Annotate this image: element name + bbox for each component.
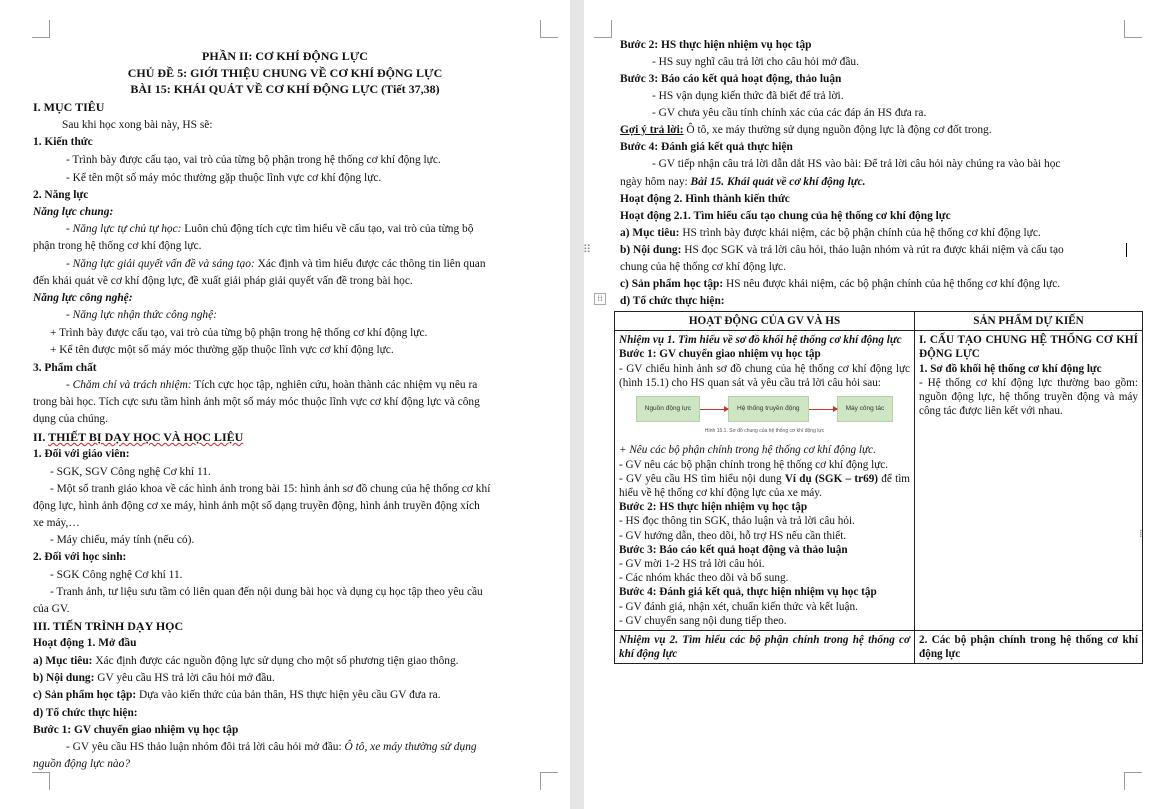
table-header-row	[615, 312, 1143, 331]
text-cursor	[1126, 243, 1127, 257]
bullet-line: - HS vận dụng kiến thức đã biết để trả lời.	[652, 90, 844, 102]
paragraph-line: đến khái quát về cơ khí động lực, đề xuất giải pháp giải quyết vấn đề trong bài học.	[33, 275, 413, 287]
label: Năng lực chung:	[33, 206, 114, 218]
section-heading: II. THIẾT BỊ DẠY HỌC VÀ HỌC LIỆU	[33, 430, 244, 444]
paragraph-line: xe máy,…	[33, 517, 80, 529]
paragraph-line: nguồn động lực nào?	[33, 758, 131, 770]
paragraph-line: c) Sản phẩm học tập: Dựa vào kiến thức của bản thân, HS thực hiện yêu cầu GV đưa ra.	[33, 689, 441, 701]
step-heading: Bước 4: Đánh giá kết quả thực hiện	[620, 141, 793, 153]
step-heading: Bước 4: Đánh giá kết quả, thực hiện nhiệm vụ học tập	[619, 586, 877, 599]
table-header-cell: HOẠT ĐỘNG CỦA GV VÀ HS	[615, 312, 915, 331]
crop-mark-top-left	[32, 20, 50, 38]
product-subheading: 1. Sơ đồ khối hệ thống cơ khí động lực	[919, 362, 1102, 375]
step-heading: Bước 2: HS thực hiện nhiệm vụ học tập	[620, 39, 812, 51]
diagram-box: Máy công tác	[837, 396, 894, 422]
bullet-line: - SGK Công nghệ Cơ khí 11.	[50, 569, 183, 581]
cell-text: - GV đánh giá, nhận xét, chuẩn kiến thức và kết luận.	[619, 600, 858, 613]
paragraph-line: b) Nội dung: GV yêu cầu HS trả lời câu hỏi mở đầu.	[33, 672, 275, 684]
task-heading: Nhiệm vụ 2. Tìm hiểu các bộ phận chính trong hệ thống cơ khí động lực	[619, 634, 910, 661]
step-heading: Bước 2: HS thực hiện nhiệm vụ học tập	[619, 501, 808, 514]
cell-text: - GV chuyển sang nội dung tiếp theo.	[619, 614, 787, 627]
paragraph-line: - Một số tranh giáo khoa về các hình ảnh trong bài 15: hình ảnh sơ đồ chung của hệ thống cơ khí	[50, 483, 491, 495]
paragraph-line: c) Sản phẩm học tập: HS nêu được khái niệm, các bộ phận chính của hệ thống cơ khí động lực.	[620, 278, 1061, 290]
product-subheading: 2. Các bộ phận chính trong hệ thống cơ khí động lực	[919, 634, 1138, 661]
table-cell	[615, 331, 915, 631]
table-cell	[615, 631, 915, 664]
lesson-title: BÀI 15: KHÁI QUÁT VỀ CƠ KHÍ ĐỘNG LỰC (Tiết 37,38)	[130, 82, 440, 96]
subheading: 2. Năng lực	[33, 189, 89, 201]
subheading: 2. Đối với học sinh:	[33, 551, 127, 563]
bullet-line: - Kể tên một số máy móc thường gặp thuộc lĩnh vực cơ khí động lực.	[66, 172, 382, 184]
table-header-cell: SẢN PHẨM DỰ KIẾN	[915, 312, 1143, 331]
bullet-line: + Trình bày được cấu tạo, vai trò của từng bộ phận trong hệ thống cơ khí động lực.	[50, 327, 428, 339]
subheading: Hoạt động 2. Hình thành kiến thức	[620, 193, 790, 205]
cell-text: - GV yêu cầu HS tìm hiểu nội dung Ví dụ (SGK – tr69) để tìm hiểu về hệ thống cơ khí động lực của xe máy.	[619, 472, 911, 500]
table-move-handle[interactable]: ⁞⁞	[594, 293, 606, 305]
paragraph-line: - Năng lực giải quyết vấn đề và sáng tạo: Xác định và tìm hiểu được các thông tin liên quan	[66, 258, 486, 270]
table-row	[615, 331, 1143, 631]
part-title: PHẦN II: CƠ KHÍ ĐỘNG LỰC	[202, 49, 368, 63]
step-heading: Bước 3: Báo cáo kết quả hoạt động, thảo luận	[620, 73, 842, 85]
paragraph-line: a) Mục tiêu: HS trình bày được khái niệm, các bộ phận chính của hệ thống cơ khí động lực.	[620, 227, 1041, 239]
paragraph-line: phận trong hệ thống cơ khí động lực.	[33, 240, 202, 252]
label: - Năng lực nhận thức công nghệ:	[66, 309, 217, 321]
bullet-line: - Trình bày được cấu tạo, vai trò của từng bộ phận trong hệ thống cơ khí động lực.	[66, 154, 441, 166]
paragraph-line: b) Nội dung: HS đọc SGK và trả lời câu hỏi, thảo luận nhóm và rút ra được khái niệm và cấu tạo	[620, 244, 1064, 256]
subheading: Hoạt động 2.1. Tìm hiểu cấu tạo chung của hệ thống cơ khí động lực	[620, 210, 951, 222]
subheading: d) Tổ chức thực hiện:	[33, 707, 138, 719]
document-page-right	[584, 0, 1154, 809]
step-heading: Bước 3: Báo cáo kết quả hoạt động và thảo luận	[619, 543, 848, 556]
subheading: Hoạt động 1. Mở đầu	[33, 637, 137, 649]
bullet-line: - SGK, SGV Công nghệ Cơ khí 11.	[50, 466, 211, 478]
figure-15-1-diagram	[619, 396, 910, 422]
step-heading: Bước 1: GV chuyển giao nhiệm vụ học tập	[33, 724, 239, 736]
bullet-line: + Kể tên được một số máy móc thường gặp thuộc lĩnh vực cơ khí động lực.	[50, 344, 394, 356]
bullet-line: - Máy chiếu, máy tính (nếu có).	[50, 534, 195, 546]
arrow-right-icon	[809, 409, 837, 410]
crop-mark-bottom-left	[32, 772, 50, 790]
crop-mark-top-right	[1124, 20, 1142, 38]
crop-mark-bottom-right	[540, 772, 558, 790]
cell-text: - HS đọc thông tin SGK, thảo luận và trả lời câu hỏi.	[619, 515, 855, 528]
arrow-right-icon	[700, 409, 728, 410]
drag-handle-icon[interactable]: ⠿	[583, 243, 592, 256]
table-cell	[915, 331, 1143, 631]
task-heading: Nhiệm vụ 1. Tìm hiểu về sơ đồ khối hệ thống cơ khí động lực	[619, 334, 902, 347]
paragraph-line: Gợi ý trả lời: Ô tô, xe máy thường sử dụng nguồn động lực là động cơ đốt trong.	[620, 124, 992, 136]
activity-table	[614, 311, 1143, 664]
cell-text: - Các nhóm khác theo dõi và bổ sung.	[619, 572, 789, 585]
figure-caption: Hình 15.1. Sơ đồ chung của hệ thống cơ khí động lực	[704, 428, 825, 435]
cell-text: - Hệ thống cơ khí động lực thường bao gồm: nguồn động lực, hệ thống truyền động và máy công tác được liên kết với nhau.	[919, 376, 1138, 418]
crop-mark-top-left	[594, 20, 612, 38]
crop-mark-bottom-right	[1124, 772, 1142, 790]
cell-text: - GV hướng dẫn, theo dõi, hỗ trợ HS nếu cần thiết.	[619, 529, 847, 542]
paragraph-line: dụng của chúng.	[33, 413, 108, 425]
paragraph-line: trong bài học. Tích cực sưu tầm hình ảnh một số máy móc thuộc lĩnh vực cơ khí động lực và công	[33, 396, 480, 408]
crop-mark-top-right	[540, 20, 558, 38]
paragraph-line: của GV.	[33, 603, 70, 615]
cell-text: - GV mời 1-2 HS trả lời câu hỏi.	[619, 558, 765, 571]
paragraph-line: a) Mục tiêu: Xác định được các nguồn động lực sử dụng cho một số phương tiện giao thông.	[33, 655, 459, 667]
paragraph-line: động lực, hình ảnh động cơ xe máy, hình ảnh một số dạng truyền động, hình ảnh truyền động xích	[33, 500, 480, 512]
cell-text: - GV chiếu hình ảnh sơ đồ chung của hệ thống cơ khí động lực (hình 15.1) cho HS quan sát và yêu cầu trả lời câu hỏi sau:	[619, 362, 910, 389]
label: Năng lực công nghệ:	[33, 292, 133, 304]
product-heading: I. CẤU TẠO CHUNG HỆ THỐNG CƠ KHÍ ĐỘNG LỰC	[919, 334, 1138, 361]
section-heading: III. TIẾN TRÌNH DẠY HỌC	[33, 619, 184, 633]
paragraph-line: - GV yêu cầu HS thảo luận nhóm đôi trả lời câu hỏi mở đầu: Ô tô, xe máy thường sử dụng	[66, 741, 477, 753]
table-row	[615, 631, 1143, 664]
subheading: d) Tổ chức thực hiện:	[620, 295, 725, 307]
step-heading: Bước 1: GV chuyển giao nhiệm vụ học tập	[619, 348, 821, 361]
paragraph-line: ngày hôm nay: Bài 15. Khái quát về cơ khí động lực.	[620, 176, 866, 188]
paragraph-line: - Chăm chỉ và trách nhiệm: Tích cực học tập, nghiên cứu, hoàn thành các nhiệm vụ nêu ra	[66, 379, 478, 391]
paragraph-line: - Năng lực tự chủ tự học: Luôn chủ động tích cực tìm hiểu về cấu tạo, vai trò của từng bộ	[66, 223, 474, 235]
bullet-line: - GV chưa yêu cầu tính chính xác của các đáp án HS đưa ra.	[652, 107, 927, 119]
cell-text: + Nêu các bộ phận chính trong hệ thống cơ khí động lực.	[619, 444, 876, 457]
cell-text: - GV nêu các bộ phận chính trong hệ thống cơ khí động lực.	[619, 458, 889, 471]
table-resize-handle-icon[interactable]: ⁞	[1139, 527, 1143, 540]
topic-title: CHỦ ĐỀ 5: GIỚI THIỆU CHUNG VỀ CƠ KHÍ ĐỘNG LỰC	[127, 66, 443, 80]
paragraph-line: - Tranh ảnh, tư liệu sưu tầm có liên quan đến nội dung bài học và dụng cụ học tập theo yêu cầu	[50, 586, 483, 598]
diagram-box: Hệ thống truyền động	[728, 396, 809, 422]
section-heading: I. MỤC TIÊU	[33, 100, 105, 114]
bullet-line: - HS suy nghĩ câu trả lời cho câu hỏi mở đầu.	[652, 56, 859, 68]
subheading: 3. Phẩm chất	[33, 362, 97, 374]
paragraph-line: chung của hệ thống cơ khí động lực.	[620, 261, 786, 273]
paragraph-line: - GV tiếp nhận câu trả lời dẫn dắt HS vào bài: Để trả lời câu hỏi này chúng ra vào bài học	[652, 158, 1061, 170]
document-page-left	[0, 0, 570, 809]
paragraph: Sau khi học xong bài này, HS sẽ:	[62, 119, 213, 131]
diagram-box: Nguồn động lực	[636, 396, 700, 422]
table-cell	[915, 631, 1143, 664]
subheading: 1. Đối với giáo viên:	[33, 448, 130, 460]
subheading: 1. Kiến thức	[33, 136, 93, 148]
